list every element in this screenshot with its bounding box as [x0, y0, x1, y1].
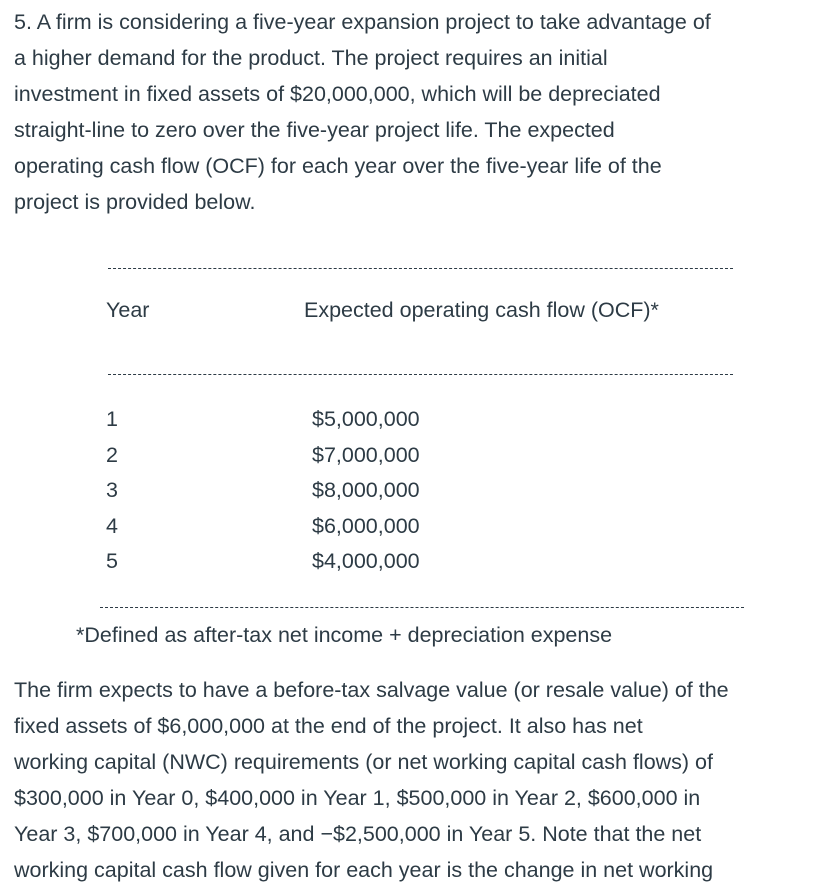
- table-cell-ocf: $8,000,000: [312, 478, 420, 502]
- table-footnote: *Defined as after-tax net income + depreciation expense: [76, 623, 613, 647]
- followup-line: fixed assets of $6,000,000 at the end of the project. It also has net: [14, 714, 643, 738]
- table-cell-year: 3: [106, 478, 118, 502]
- year-column: [106, 404, 118, 582]
- table-cell-ocf: $5,000,000: [312, 407, 420, 431]
- intro-line: a higher demand for the product. The project requires an initial: [14, 46, 608, 70]
- intro-line: straight-line to zero over the five-year project life. The expected: [14, 118, 615, 142]
- table-cell-year: 4: [106, 513, 118, 538]
- table-cell-year: 5: [106, 549, 118, 573]
- followup-line: working capital (NWC) requirements (or net working capital cash flows) of: [14, 750, 713, 774]
- question-intro: [14, 4, 804, 220]
- table-header-year: Year: [106, 298, 150, 322]
- intro-line: operating cash flow (OCF) for each year over the five-year life of the: [14, 154, 662, 178]
- question-followup: [14, 672, 804, 888]
- table-cell-ocf: $6,000,000: [312, 513, 420, 538]
- intro-line: project is provided below.: [14, 190, 256, 214]
- intro-line: 5. A firm is considering a five-year expansion project to take advantage of: [14, 10, 711, 34]
- ocf-column: [312, 404, 420, 582]
- followup-line: working capital cash flow given for each year is the change in net working: [14, 858, 714, 882]
- table-cell-ocf: $4,000,000: [312, 549, 420, 573]
- followup-line: The firm expects to have a before-tax salvage value (or resale value) of the: [14, 678, 729, 702]
- table-top-rule: [108, 268, 733, 269]
- table-cell-year: 1: [106, 407, 118, 431]
- followup-line: $300,000 in Year 0, $400,000 in Year 1, $500,000 in Year 2, $600,000 in: [14, 786, 701, 810]
- table-bottom-rule: [100, 607, 744, 608]
- table-header-ocf: Expected operating cash flow (OCF)*: [304, 298, 659, 322]
- table-cell-year: 2: [106, 442, 118, 467]
- intro-line: investment in fixed assets of $20,000,000, which will be depreciated: [14, 82, 661, 106]
- table-header-rule: [108, 374, 733, 375]
- followup-line: Year 3, $700,000 in Year 4, and −$2,500,000 in Year 5. Note that the net: [14, 822, 702, 846]
- table-cell-ocf: $7,000,000: [312, 442, 420, 467]
